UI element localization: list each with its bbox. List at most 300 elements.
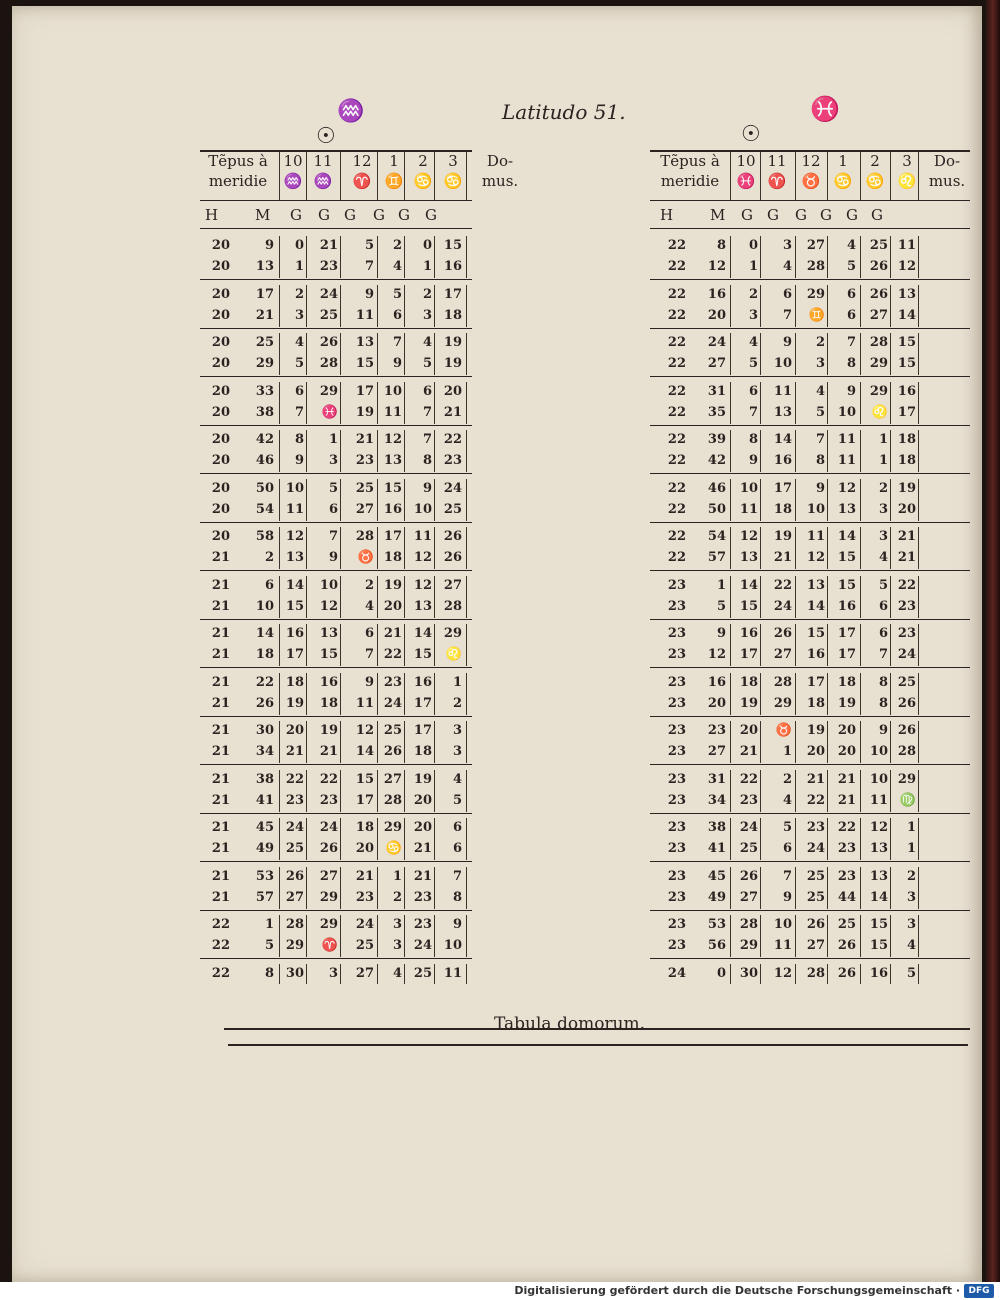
left-cell: 12 bbox=[319, 598, 338, 614]
left-cell: 21 bbox=[211, 674, 230, 690]
right-cell: 23 bbox=[897, 598, 916, 614]
right-group-rule bbox=[650, 376, 970, 377]
left-cell: 19 bbox=[443, 356, 462, 371]
right-cell: 20 bbox=[897, 501, 916, 517]
left-cell: 22 bbox=[255, 674, 274, 690]
right-col-header-bottom: meridie bbox=[660, 172, 720, 190]
right-table-row bbox=[0, 306, 1000, 326]
left-cell: 26 bbox=[319, 335, 338, 350]
left-cell: 18 bbox=[383, 550, 402, 565]
right-table-row bbox=[0, 791, 1000, 811]
left-cell: 29 bbox=[319, 889, 338, 905]
left-cell: 6 bbox=[364, 626, 374, 641]
right-cell: 9 bbox=[748, 453, 758, 468]
right-table-row bbox=[0, 597, 1000, 617]
left-cell: 24 bbox=[319, 286, 338, 302]
right-cell: 3 bbox=[815, 356, 825, 371]
left-cell: 5 bbox=[392, 286, 402, 302]
right-cell: 10 bbox=[773, 917, 792, 932]
right-cell: 24 bbox=[897, 647, 916, 662]
left-cell: 2 bbox=[364, 577, 374, 593]
right-cell: ♉ bbox=[775, 723, 792, 738]
left-cell: 11 bbox=[443, 965, 462, 981]
left-cell: 25 bbox=[285, 841, 304, 856]
left-cell: 12 bbox=[383, 432, 402, 447]
left-cell: 9 bbox=[294, 453, 304, 468]
left-cell: 29 bbox=[285, 938, 304, 953]
right-cell: 20 bbox=[707, 307, 726, 323]
left-unit-label: M bbox=[255, 206, 271, 224]
right-cell: ♌ bbox=[871, 404, 888, 420]
right-cell: 25 bbox=[837, 917, 856, 932]
right-cell: 19 bbox=[739, 695, 758, 711]
right-cell: 45 bbox=[707, 868, 726, 884]
left-cell: 23 bbox=[413, 917, 432, 932]
left-cell: 21 bbox=[355, 432, 374, 447]
left-cell: 15 bbox=[355, 771, 374, 787]
right-cell: 26 bbox=[837, 938, 856, 953]
left-cell: 25 bbox=[413, 965, 432, 981]
left-cell: 17 bbox=[413, 695, 432, 711]
right-cell: 24 bbox=[806, 841, 825, 856]
left-cell: 21 bbox=[211, 889, 230, 905]
left-cell: 23 bbox=[383, 674, 402, 690]
right-cell: 12 bbox=[707, 647, 726, 662]
right-cell: 19 bbox=[897, 480, 916, 496]
right-unit-label: H bbox=[660, 206, 674, 224]
right-column-divider bbox=[918, 152, 919, 200]
left-cell: 8 bbox=[422, 453, 432, 468]
left-cell: 49 bbox=[255, 841, 274, 856]
left-cell: 19 bbox=[443, 335, 462, 350]
right-cell: 21 bbox=[897, 529, 916, 544]
right-cell: 22 bbox=[667, 480, 686, 496]
right-cell-divider bbox=[890, 964, 891, 984]
left-group-rule bbox=[200, 570, 472, 571]
right-cell-divider bbox=[918, 964, 919, 984]
left-unit-label: G bbox=[398, 206, 410, 224]
left-cell: 2 bbox=[392, 238, 402, 253]
left-cell: 3 bbox=[294, 307, 304, 323]
right-cell: ♍ bbox=[899, 792, 916, 808]
left-group-rule bbox=[200, 910, 472, 911]
left-cell: 27 bbox=[355, 501, 374, 517]
left-cell: 4 bbox=[422, 335, 432, 350]
right-group-rule bbox=[650, 861, 970, 862]
left-column-divider bbox=[306, 152, 307, 200]
right-cell: 22 bbox=[667, 432, 686, 447]
right-cell: 28 bbox=[897, 744, 916, 759]
left-cell: 10 bbox=[285, 480, 304, 496]
right-unit-label: G bbox=[767, 206, 779, 224]
right-cell: 6 bbox=[782, 841, 792, 856]
right-table-row bbox=[0, 500, 1000, 520]
right-cell: 3 bbox=[782, 238, 792, 253]
left-cell: 21 bbox=[319, 238, 338, 253]
left-group-rule bbox=[200, 861, 472, 862]
left-cell: 15 bbox=[285, 598, 304, 614]
left-group-rule bbox=[200, 376, 472, 377]
left-cell: 22 bbox=[211, 938, 230, 953]
right-cell: 42 bbox=[707, 453, 726, 468]
left-cell: 23 bbox=[443, 453, 462, 468]
right-cell: 50 bbox=[707, 501, 726, 517]
left-cell: 26 bbox=[255, 695, 274, 711]
left-cell: 21 bbox=[413, 868, 432, 884]
left-unit-label: G bbox=[318, 206, 330, 224]
right-cell: 30 bbox=[739, 965, 758, 981]
left-cell: 12 bbox=[413, 577, 432, 593]
left-cell: 30 bbox=[285, 965, 304, 981]
right-cell: 25 bbox=[897, 674, 916, 690]
right-unit-label: G bbox=[871, 206, 883, 224]
right-cell: 1 bbox=[748, 259, 758, 274]
left-col-header-bottom: ♒ bbox=[313, 172, 333, 190]
right-cell: 5 bbox=[846, 259, 856, 274]
left-cell: 19 bbox=[383, 577, 402, 593]
left-cell: 20 bbox=[211, 453, 230, 468]
left-group-rule bbox=[200, 619, 472, 620]
right-table-row bbox=[0, 382, 1000, 402]
right-cell: 8 bbox=[815, 453, 825, 468]
left-cell: 38 bbox=[255, 404, 274, 420]
left-col-header-bottom: ♋ bbox=[413, 172, 433, 190]
right-cell: 23 bbox=[837, 841, 856, 856]
left-cell: 50 bbox=[255, 480, 274, 496]
right-cell: 22 bbox=[667, 335, 686, 350]
right-cell: 5 bbox=[906, 965, 916, 981]
right-cell: 23 bbox=[667, 744, 686, 759]
left-cell: 12 bbox=[355, 723, 374, 738]
left-cell: 21 bbox=[413, 841, 432, 856]
right-cell: 46 bbox=[707, 480, 726, 496]
right-cell: 6 bbox=[846, 286, 856, 302]
left-column-divider bbox=[279, 152, 280, 200]
right-table-row bbox=[0, 694, 1000, 714]
right-cell: 8 bbox=[846, 356, 856, 371]
right-cell: 15 bbox=[739, 598, 758, 614]
right-cell: 6 bbox=[878, 626, 888, 641]
right-cell: 3 bbox=[906, 917, 916, 932]
left-cell: 5 bbox=[328, 480, 338, 496]
left-cell: 21 bbox=[443, 404, 462, 420]
left-cell: 22 bbox=[383, 647, 402, 662]
left-group-rule bbox=[200, 958, 472, 959]
right-cell-divider bbox=[795, 964, 796, 984]
right-col-header-bottom: ♋ bbox=[833, 172, 853, 190]
right-cell: 6 bbox=[748, 383, 758, 399]
left-cell: 33 bbox=[255, 383, 274, 399]
right-cell: 25 bbox=[739, 841, 758, 856]
right-cell: 3 bbox=[878, 529, 888, 544]
left-cell: 1 bbox=[328, 432, 338, 447]
left-cell: 20 bbox=[211, 432, 230, 447]
right-col-header-top: 2 bbox=[870, 152, 880, 170]
right-cell: 1 bbox=[716, 577, 726, 593]
left-cell: 0 bbox=[294, 238, 304, 253]
right-cell: 15 bbox=[869, 917, 888, 932]
right-table-row bbox=[0, 527, 1000, 547]
right-table-row bbox=[0, 888, 1000, 908]
right-cell: 22 bbox=[667, 453, 686, 468]
right-cell: 11 bbox=[837, 432, 856, 447]
right-cell: 28 bbox=[806, 259, 825, 274]
left-cell: 15 bbox=[413, 647, 432, 662]
right-col-header-bottom: ♉ bbox=[801, 172, 821, 190]
right-cell: 13 bbox=[806, 577, 825, 593]
right-cell: 4 bbox=[782, 792, 792, 808]
right-cell: 26 bbox=[897, 695, 916, 711]
right-cell: 11 bbox=[773, 938, 792, 953]
right-cell: 12 bbox=[739, 529, 758, 544]
right-cell: 23 bbox=[667, 695, 686, 711]
left-column-divider bbox=[377, 152, 378, 200]
right-cell: 20 bbox=[739, 723, 758, 738]
left-cell: 2 bbox=[294, 286, 304, 302]
left-cell: 23 bbox=[355, 453, 374, 468]
sun-symbol-left: ☉ bbox=[316, 124, 336, 149]
left-col-header-top: 11 bbox=[313, 152, 333, 170]
right-cell: 9 bbox=[815, 480, 825, 496]
right-cell: 20 bbox=[707, 695, 726, 711]
left-cell: 13 bbox=[285, 550, 304, 565]
right-cell: 2 bbox=[878, 480, 888, 496]
right-cell: 15 bbox=[806, 626, 825, 641]
left-cell: 21 bbox=[211, 723, 230, 738]
right-table-row bbox=[0, 742, 1000, 762]
right-cell: 6 bbox=[878, 598, 888, 614]
left-cell: 8 bbox=[264, 965, 274, 981]
left-cell: 26 bbox=[319, 841, 338, 856]
left-header-rule bbox=[200, 200, 472, 201]
right-table-row bbox=[0, 964, 1000, 984]
right-cell: 13 bbox=[897, 286, 916, 302]
right-cell: 16 bbox=[773, 453, 792, 468]
right-cell: 15 bbox=[897, 335, 916, 350]
left-cell: 11 bbox=[413, 529, 432, 544]
left-cell: 41 bbox=[255, 792, 274, 808]
right-table-row bbox=[0, 451, 1000, 471]
right-cell: 12 bbox=[869, 820, 888, 835]
left-cell: 7 bbox=[422, 404, 432, 420]
left-cell: 23 bbox=[319, 259, 338, 274]
left-cell: 1 bbox=[294, 259, 304, 274]
left-group-rule bbox=[200, 425, 472, 426]
right-cell: 19 bbox=[806, 723, 825, 738]
pisces-sign: ♓ bbox=[810, 94, 840, 123]
left-cell: 7 bbox=[294, 404, 304, 420]
right-cell: 20 bbox=[806, 744, 825, 759]
right-cell: 29 bbox=[869, 383, 888, 399]
left-cell: 4 bbox=[294, 335, 304, 350]
left-cell: 25 bbox=[255, 335, 274, 350]
right-table-row bbox=[0, 257, 1000, 277]
right-unit-label: G bbox=[846, 206, 858, 224]
left-cell: 29 bbox=[319, 917, 338, 932]
left-cell: 17 bbox=[383, 529, 402, 544]
right-column-divider bbox=[860, 152, 861, 200]
right-cell: 7 bbox=[748, 404, 758, 420]
right-table-row bbox=[0, 867, 1000, 887]
left-cell: 22 bbox=[211, 917, 230, 932]
left-cell: 25 bbox=[319, 307, 338, 323]
right-cell: 9 bbox=[782, 889, 792, 905]
right-cell: 6 bbox=[782, 286, 792, 302]
left-cell: 20 bbox=[211, 501, 230, 517]
footer-bar bbox=[0, 1282, 1000, 1300]
left-cell: 3 bbox=[328, 453, 338, 468]
left-cell: 20 bbox=[211, 404, 230, 420]
left-cell: 22 bbox=[285, 771, 304, 787]
right-cell: 19 bbox=[837, 695, 856, 711]
right-cell: 31 bbox=[707, 771, 726, 787]
left-cell: 3 bbox=[452, 744, 462, 759]
left-cell: 18 bbox=[355, 820, 374, 835]
right-cell: 11 bbox=[869, 792, 888, 808]
right-cell: 13 bbox=[869, 841, 888, 856]
left-col-header-bottom: ♊ bbox=[384, 172, 404, 190]
right-col-header-top: Do- bbox=[933, 152, 961, 170]
right-cell: 22 bbox=[667, 529, 686, 544]
left-col-header-top: 1 bbox=[389, 152, 399, 170]
left-cell: 8 bbox=[294, 432, 304, 447]
left-cell: 6 bbox=[452, 841, 462, 856]
right-cell: 13 bbox=[773, 404, 792, 420]
right-cell: 15 bbox=[897, 356, 916, 371]
right-cell: 35 bbox=[707, 404, 726, 420]
left-cell: 29 bbox=[443, 626, 462, 641]
right-group-rule bbox=[650, 667, 970, 668]
left-cell: 13 bbox=[355, 335, 374, 350]
right-cell: 23 bbox=[667, 626, 686, 641]
right-table-row bbox=[0, 354, 1000, 374]
left-cell: ♈ bbox=[321, 938, 338, 953]
right-col-header-bottom: ♌ bbox=[897, 172, 917, 190]
left-col-header-top: 10 bbox=[283, 152, 303, 170]
left-cell: 17 bbox=[413, 723, 432, 738]
right-cell: 9 bbox=[846, 383, 856, 399]
left-column-divider bbox=[466, 152, 467, 200]
right-unit-label: G bbox=[741, 206, 753, 224]
right-cell: 24 bbox=[739, 820, 758, 835]
right-unit-rule bbox=[650, 228, 970, 229]
dfg-logo: DFG bbox=[964, 1284, 994, 1298]
left-cell: 11 bbox=[383, 404, 402, 420]
right-cell: 34 bbox=[707, 792, 726, 808]
right-group-rule bbox=[650, 473, 970, 474]
right-cell: 14 bbox=[869, 889, 888, 905]
right-cell: 13 bbox=[869, 868, 888, 884]
right-unit-label: G bbox=[820, 206, 832, 224]
right-cell-divider bbox=[860, 964, 861, 984]
right-cell: 17 bbox=[897, 404, 916, 420]
right-cell: 23 bbox=[667, 917, 686, 932]
left-cell: 6 bbox=[452, 820, 462, 835]
right-cell: 7 bbox=[846, 335, 856, 350]
right-cell: 25 bbox=[806, 889, 825, 905]
right-cell: 11 bbox=[773, 383, 792, 399]
right-cell: 5 bbox=[748, 356, 758, 371]
left-cell: 6 bbox=[294, 383, 304, 399]
right-col-header-top: 1 bbox=[838, 152, 848, 170]
left-cell: 12 bbox=[413, 550, 432, 565]
right-table-row bbox=[0, 403, 1000, 423]
right-cell: 9 bbox=[716, 626, 726, 641]
left-cell: 21 bbox=[211, 820, 230, 835]
right-cell: 28 bbox=[773, 674, 792, 690]
right-cell: ♊ bbox=[808, 307, 825, 323]
right-cell: 4 bbox=[815, 383, 825, 399]
left-cell: 15 bbox=[355, 356, 374, 371]
right-group-rule bbox=[650, 328, 970, 329]
right-cell: 26 bbox=[739, 868, 758, 884]
left-unit-label: G bbox=[290, 206, 302, 224]
right-cell: 18 bbox=[773, 501, 792, 517]
right-cell: 26 bbox=[869, 259, 888, 274]
left-cell: 28 bbox=[443, 598, 462, 614]
left-cell: 45 bbox=[255, 820, 274, 835]
left-cell: 57 bbox=[255, 889, 274, 905]
right-cell: 7 bbox=[815, 432, 825, 447]
left-cell: 16 bbox=[285, 626, 304, 641]
left-cell: 18 bbox=[413, 744, 432, 759]
right-cell: 39 bbox=[707, 432, 726, 447]
left-cell: 21 bbox=[285, 744, 304, 759]
right-cell: 15 bbox=[869, 938, 888, 953]
left-cell: ♋ bbox=[385, 841, 402, 856]
left-cell: 19 bbox=[319, 723, 338, 738]
right-cell: 27 bbox=[806, 238, 825, 253]
left-cell: 13 bbox=[255, 259, 274, 274]
left-cell: 38 bbox=[255, 771, 274, 787]
right-cell: 10 bbox=[869, 771, 888, 787]
right-cell: 3 bbox=[748, 307, 758, 323]
left-cell: 3 bbox=[328, 965, 338, 981]
left-cell: 53 bbox=[255, 868, 274, 884]
right-cell: 9 bbox=[782, 335, 792, 350]
right-cell: 3 bbox=[906, 889, 916, 905]
left-cell: 20 bbox=[413, 820, 432, 835]
right-cell: 23 bbox=[806, 820, 825, 835]
right-col-header-top: 11 bbox=[767, 152, 787, 170]
left-cell: 2 bbox=[392, 889, 402, 905]
right-col-header-bottom: ♓ bbox=[736, 172, 756, 190]
right-cell: 2 bbox=[748, 286, 758, 302]
right-cell: 16 bbox=[707, 286, 726, 302]
left-cell: 25 bbox=[383, 723, 402, 738]
left-col-header-top: Tẽpus à bbox=[208, 152, 268, 170]
left-cell: 13 bbox=[383, 453, 402, 468]
right-cell: 22 bbox=[667, 286, 686, 302]
right-cell: 16 bbox=[897, 383, 916, 399]
left-cell: 26 bbox=[285, 868, 304, 884]
right-cell: 22 bbox=[837, 820, 856, 835]
left-group-rule bbox=[200, 667, 472, 668]
right-cell: 12 bbox=[707, 259, 726, 274]
right-cell: 12 bbox=[837, 480, 856, 496]
left-cell: 6 bbox=[392, 307, 402, 323]
left-cell: 16 bbox=[383, 501, 402, 517]
right-cell: 18 bbox=[897, 453, 916, 468]
right-cell: 14 bbox=[773, 432, 792, 447]
left-cell: 15 bbox=[319, 647, 338, 662]
right-cell: 17 bbox=[837, 647, 856, 662]
left-cell: 58 bbox=[255, 529, 274, 544]
right-cell: 24 bbox=[707, 335, 726, 350]
right-col-header-top: 10 bbox=[736, 152, 756, 170]
right-cell: 56 bbox=[707, 938, 726, 953]
right-cell: 25 bbox=[806, 868, 825, 884]
